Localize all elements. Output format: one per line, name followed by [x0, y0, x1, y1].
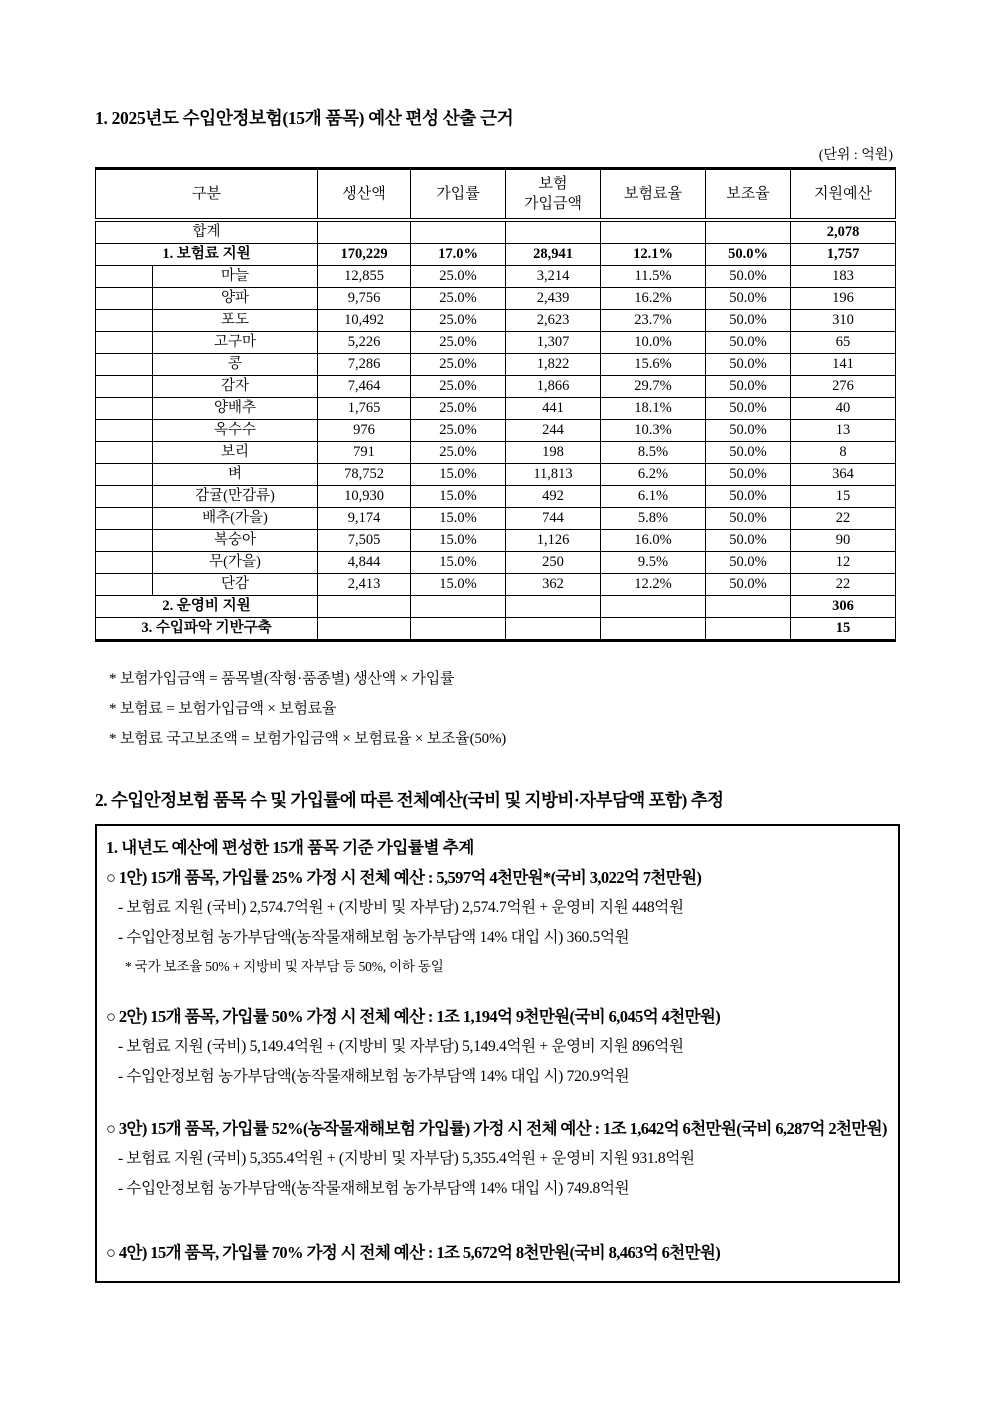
row-label: 감자	[153, 376, 318, 398]
col-header-insured-line2: 가입금액	[524, 196, 582, 212]
cell-insured-amount: 198	[506, 442, 601, 464]
indent-cell	[96, 508, 153, 530]
section1-title: 1. 2025년도 수입안정보험(15개 품목) 예산 편성 산출 근거	[95, 108, 514, 128]
cell-subsidy-rate: 50.0%	[706, 310, 791, 332]
indent-cell	[96, 266, 153, 288]
indent-cell	[96, 376, 153, 398]
cell-insured-amount: 28,941	[506, 244, 601, 266]
cell-production: 10,930	[318, 486, 411, 508]
cell-enrollment-rate: 25.0%	[411, 354, 506, 376]
cell-premium-rate: 29.7%	[601, 376, 706, 398]
cell-premium-rate: 10.0%	[601, 332, 706, 354]
cell-enrollment-rate: 15.0%	[411, 552, 506, 574]
col-header-production: 생산액	[318, 169, 411, 221]
cell-budget: 22	[791, 508, 896, 530]
cell-premium-rate: 6.1%	[601, 486, 706, 508]
cell-insured-amount: 1,307	[506, 332, 601, 354]
cell-premium-rate	[601, 596, 706, 618]
cell-insured-amount: 362	[506, 574, 601, 596]
cell-budget: 306	[791, 596, 896, 618]
cell-enrollment-rate: 25.0%	[411, 288, 506, 310]
row-label: 복숭아	[153, 530, 318, 552]
cell-budget: 15	[791, 618, 896, 641]
cell-insured-amount: 250	[506, 552, 601, 574]
cell-subsidy-rate: 50.0%	[706, 420, 791, 442]
table-row-item	[96, 508, 896, 530]
scenario-detail: - 수입안정보험 농가부담액(농작물재해보험 농가부담액 14% 대입 시) 720.9억원	[118, 1068, 630, 1085]
cell-insured-amount: 11,813	[506, 464, 601, 486]
table-row-infrastructure	[96, 618, 896, 641]
cell-insured-amount	[506, 618, 601, 641]
cell-insured-amount	[506, 220, 601, 244]
cell-enrollment-rate	[411, 618, 506, 641]
row-label: 3. 수입파악 기반구축	[96, 618, 318, 641]
indent-cell	[96, 464, 153, 486]
indent-cell	[96, 332, 153, 354]
table-row-total	[96, 220, 896, 244]
col-header-insured-line1: 보험	[538, 176, 568, 192]
table-row-item	[96, 332, 896, 354]
indent-cell	[96, 420, 153, 442]
scenario-4	[106, 1238, 888, 1268]
cell-insured-amount: 492	[506, 486, 601, 508]
cell-subsidy-rate	[706, 618, 791, 641]
cell-budget: 196	[791, 288, 896, 310]
cell-subsidy-rate: 50.0%	[706, 552, 791, 574]
cell-enrollment-rate: 17.0%	[411, 244, 506, 266]
cell-budget: 276	[791, 376, 896, 398]
scenario-detail: - 수입안정보험 농가부담액(농작물재해보험 농가부담액 14% 대입 시) 360.5억원	[118, 929, 630, 946]
indent-cell	[96, 310, 153, 332]
cell-subsidy-rate: 50.0%	[706, 486, 791, 508]
row-label: 포도	[153, 310, 318, 332]
cell-enrollment-rate: 15.0%	[411, 574, 506, 596]
cell-insured-amount: 744	[506, 508, 601, 530]
cell-subsidy-rate: 50.0%	[706, 398, 791, 420]
row-label: 감귤(만감류)	[153, 486, 318, 508]
cell-budget: 90	[791, 530, 896, 552]
box-heading: 1. 내년도 예산에 편성한 15개 품목 기준 가입률별 추계	[106, 838, 474, 857]
cell-enrollment-rate: 25.0%	[411, 398, 506, 420]
cell-budget: 40	[791, 398, 896, 420]
cell-budget: 15	[791, 486, 896, 508]
table-row-item	[96, 530, 896, 552]
cell-production: 78,752	[318, 464, 411, 486]
row-label: 옥수수	[153, 420, 318, 442]
cell-production: 2,413	[318, 574, 411, 596]
cell-subsidy-rate	[706, 596, 791, 618]
cell-enrollment-rate: 15.0%	[411, 464, 506, 486]
cell-premium-rate: 16.0%	[601, 530, 706, 552]
col-header-insured-amount	[506, 169, 601, 221]
scenario-1	[106, 863, 888, 980]
cell-production: 9,174	[318, 508, 411, 530]
table-row-item	[96, 464, 896, 486]
cell-enrollment-rate: 25.0%	[411, 420, 506, 442]
scenario-detail: - 보험료 지원 (국비) 5,355.4억원 + (지방비 및 자부담) 5,355.4억원 + 운영비 지원 931.8억원	[118, 1150, 695, 1167]
indent-cell	[96, 354, 153, 376]
table-row-item	[96, 266, 896, 288]
indent-cell	[96, 530, 153, 552]
cell-premium-rate	[601, 618, 706, 641]
table-header-row	[96, 169, 896, 221]
scenario-title: ○ 4안) 15개 품목, 가입률 70% 가정 시 전체 예산 : 1조 5,672억 8천만원(국비 8,463억 6천만원)	[106, 1243, 721, 1262]
cell-production: 7,286	[318, 354, 411, 376]
cell-insured-amount: 2,439	[506, 288, 601, 310]
cell-insured-amount: 244	[506, 420, 601, 442]
cell-enrollment-rate	[411, 596, 506, 618]
indent-cell	[96, 288, 153, 310]
cell-insured-amount: 3,214	[506, 266, 601, 288]
cell-insured-amount: 2,623	[506, 310, 601, 332]
col-header-premium-rate: 보험료율	[601, 169, 706, 221]
indent-cell	[96, 574, 153, 596]
scenario-2	[106, 1002, 888, 1092]
cell-budget: 22	[791, 574, 896, 596]
cell-premium-rate: 12.2%	[601, 574, 706, 596]
cell-subsidy-rate: 50.0%	[706, 442, 791, 464]
cell-enrollment-rate: 15.0%	[411, 486, 506, 508]
cell-subsidy-rate: 50.0%	[706, 530, 791, 552]
cell-subsidy-rate: 50.0%	[706, 574, 791, 596]
cell-subsidy-rate: 50.0%	[706, 244, 791, 266]
cell-budget: 13	[791, 420, 896, 442]
footnote: * 보험료 국고보조액 = 보험가입금액 × 보험료율 × 보조율(50%)	[109, 731, 507, 747]
cell-insured-amount: 1,866	[506, 376, 601, 398]
cell-production	[318, 596, 411, 618]
indent-cell	[96, 442, 153, 464]
cell-enrollment-rate: 25.0%	[411, 376, 506, 398]
scenario-title: ○ 2안) 15개 품목, 가입률 50% 가정 시 전체 예산 : 1조 1,194억 9천만원(국비 6,045억 4천만원)	[106, 1007, 721, 1026]
table-row-operating	[96, 596, 896, 618]
cell-subsidy-rate: 50.0%	[706, 332, 791, 354]
table-row-item	[96, 574, 896, 596]
cell-production: 170,229	[318, 244, 411, 266]
row-label: 양파	[153, 288, 318, 310]
cell-insured-amount: 1,822	[506, 354, 601, 376]
budget-table	[95, 167, 896, 642]
footnote: * 보험료 = 보험가입금액 × 보험료율	[109, 701, 337, 717]
cell-enrollment-rate: 25.0%	[411, 442, 506, 464]
indent-cell	[96, 486, 153, 508]
cell-production: 7,505	[318, 530, 411, 552]
cell-production	[318, 618, 411, 641]
row-label: 양배추	[153, 398, 318, 420]
table-row-premium-support	[96, 244, 896, 266]
footnote: * 보험가입금액 = 품목별(작형·품종별) 생산액 × 가입률	[109, 671, 455, 687]
cell-premium-rate: 15.6%	[601, 354, 706, 376]
table-row-item	[96, 288, 896, 310]
cell-production	[318, 220, 411, 244]
table-row-item	[96, 354, 896, 376]
scenario-3	[106, 1114, 888, 1204]
cell-subsidy-rate: 50.0%	[706, 354, 791, 376]
row-label: 2. 운영비 지원	[96, 596, 318, 618]
cell-premium-rate: 6.2%	[601, 464, 706, 486]
estimate-box	[95, 824, 900, 1283]
cell-enrollment-rate: 25.0%	[411, 332, 506, 354]
cell-premium-rate: 12.1%	[601, 244, 706, 266]
cell-premium-rate	[601, 220, 706, 244]
table-row-item	[96, 398, 896, 420]
table-row-item	[96, 420, 896, 442]
table-footnotes	[95, 664, 900, 754]
cell-premium-rate: 11.5%	[601, 266, 706, 288]
cell-premium-rate: 8.5%	[601, 442, 706, 464]
row-label: 고구마	[153, 332, 318, 354]
cell-budget: 183	[791, 266, 896, 288]
table-row-item	[96, 486, 896, 508]
cell-budget: 364	[791, 464, 896, 486]
cell-production: 791	[318, 442, 411, 464]
scenario-title: ○ 1안) 15개 품목, 가입률 25% 가정 시 전체 예산 : 5,597억 4천만원*(국비 3,022억 7천만원)	[106, 868, 702, 887]
table-row-item	[96, 376, 896, 398]
cell-budget: 8	[791, 442, 896, 464]
cell-production: 5,226	[318, 332, 411, 354]
cell-subsidy-rate: 50.0%	[706, 376, 791, 398]
cell-budget: 2,078	[791, 220, 896, 244]
cell-enrollment-rate: 25.0%	[411, 266, 506, 288]
cell-premium-rate: 5.8%	[601, 508, 706, 530]
table-row-item	[96, 552, 896, 574]
row-label: 보리	[153, 442, 318, 464]
scenario-detail: - 보험료 지원 (국비) 2,574.7억원 + (지방비 및 자부담) 2,574.7억원 + 운영비 지원 448억원	[118, 899, 684, 916]
cell-premium-rate: 23.7%	[601, 310, 706, 332]
cell-subsidy-rate: 50.0%	[706, 464, 791, 486]
row-label: 무(가을)	[153, 552, 318, 574]
col-header-enrollment-rate: 가입률	[411, 169, 506, 221]
cell-premium-rate: 16.2%	[601, 288, 706, 310]
section2-title: 2. 수입안정보험 품목 수 및 가입률에 따른 전체예산(국비 및 지방비·자부담액 포함) 추정	[95, 790, 724, 810]
cell-production: 4,844	[318, 552, 411, 574]
scenario-detail: - 보험료 지원 (국비) 5,149.4억원 + (지방비 및 자부담) 5,149.4억원 + 운영비 지원 896억원	[118, 1038, 684, 1055]
cell-production: 12,855	[318, 266, 411, 288]
unit-label: (단위 : 억원)	[818, 148, 893, 163]
indent-cell	[96, 398, 153, 420]
table-row-item	[96, 442, 896, 464]
cell-subsidy-rate: 50.0%	[706, 266, 791, 288]
col-header-subsidy-rate: 보조율	[706, 169, 791, 221]
cell-subsidy-rate: 50.0%	[706, 508, 791, 530]
cell-production: 976	[318, 420, 411, 442]
col-header-budget: 지원예산	[791, 169, 896, 221]
table-row-item	[96, 310, 896, 332]
cell-insured-amount: 441	[506, 398, 601, 420]
cell-enrollment-rate: 25.0%	[411, 310, 506, 332]
col-header-category: 구분	[96, 169, 318, 221]
cell-production: 7,464	[318, 376, 411, 398]
row-label: 1. 보험료 지원	[96, 244, 318, 266]
cell-production: 10,492	[318, 310, 411, 332]
cell-premium-rate: 9.5%	[601, 552, 706, 574]
row-label: 합계	[96, 220, 318, 244]
row-label: 배추(가을)	[153, 508, 318, 530]
row-label: 벼	[153, 464, 318, 486]
cell-insured-amount	[506, 596, 601, 618]
indent-cell	[96, 552, 153, 574]
cell-budget: 65	[791, 332, 896, 354]
cell-enrollment-rate: 15.0%	[411, 530, 506, 552]
cell-premium-rate: 18.1%	[601, 398, 706, 420]
cell-production: 9,756	[318, 288, 411, 310]
scenario-title: ○ 3안) 15개 품목, 가입률 52%(농작물재해보험 가입률) 가정 시 전체 예산 : 1조 1,642억 6천만원(국비 6,287억 2천만원)	[106, 1119, 887, 1138]
cell-budget: 12	[791, 552, 896, 574]
row-label: 단감	[153, 574, 318, 596]
cell-enrollment-rate	[411, 220, 506, 244]
cell-subsidy-rate: 50.0%	[706, 288, 791, 310]
cell-budget: 141	[791, 354, 896, 376]
cell-subsidy-rate	[706, 220, 791, 244]
cell-enrollment-rate: 15.0%	[411, 508, 506, 530]
row-label: 콩	[153, 354, 318, 376]
scenario-note: * 국가 보조율 50% + 지방비 및 자부담 등 50%, 이하 동일	[125, 959, 444, 974]
cell-budget: 310	[791, 310, 896, 332]
row-label: 마늘	[153, 266, 318, 288]
cell-production: 1,765	[318, 398, 411, 420]
scenario-detail: - 수입안정보험 농가부담액(농작물재해보험 농가부담액 14% 대입 시) 749.8억원	[118, 1180, 630, 1197]
cell-premium-rate: 10.3%	[601, 420, 706, 442]
cell-insured-amount: 1,126	[506, 530, 601, 552]
cell-budget: 1,757	[791, 244, 896, 266]
